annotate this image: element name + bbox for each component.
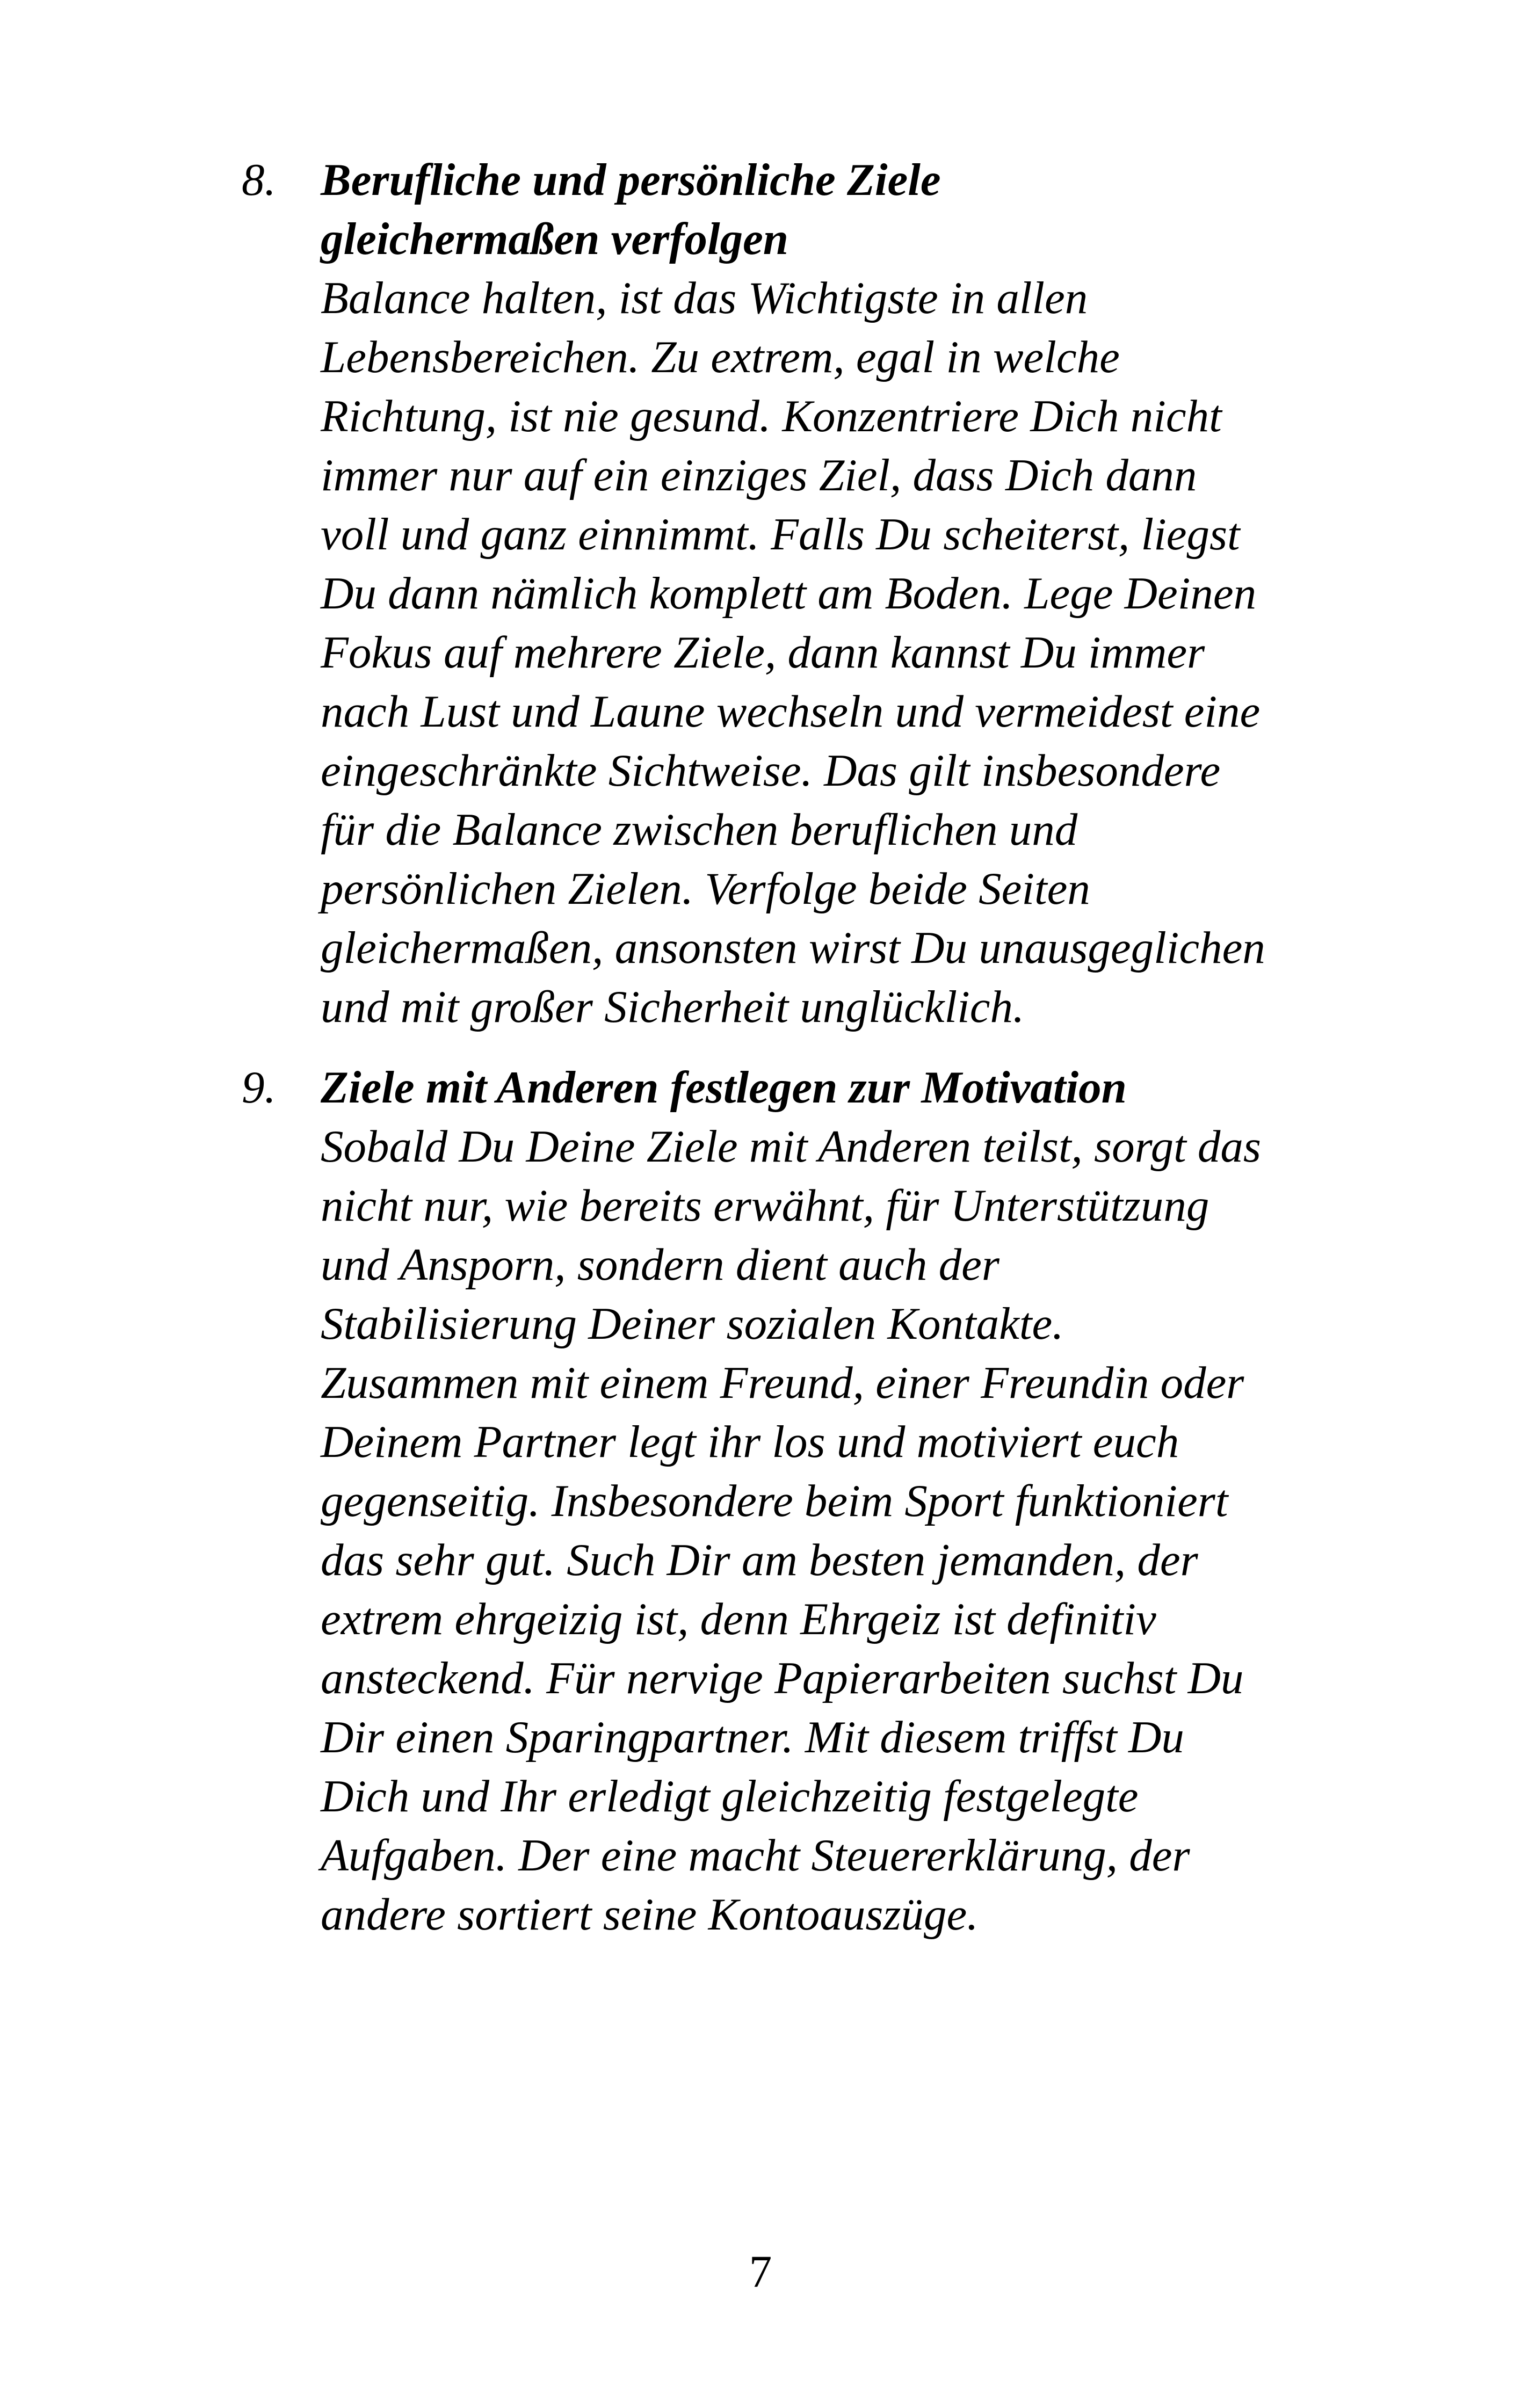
list-item-content [321, 150, 1337, 1036]
list-item-body: Balance halten, ist das Wichtigste in allen Lebensbereichen. Zu extrem, egal in welche Richtung, ist nie gesund. Konzentriere Dich nicht immer nur auf ein einziges Ziel, dass Dich dann voll und ganz einnimmt. Falls Du scheiterst, liegst Du dann nämlich komplett am Boden. Lege Deinen Fokus auf mehrere Ziele, dann kannst Du immer nach Lust und Laune wechseln und vermeidest eine eingeschränkte Sichtweise. Das gilt insbesondere für die Balance zwischen beruflichen und persönlichen Zielen. Verfolge beide Seiten gleichermaßen, ansonsten wirst Du unausgeglichen und mit großer Sicherheit unglücklich. [321, 273, 1265, 1032]
list-item [242, 150, 1337, 1036]
list-item-title: Berufliche und persönliche Ziele gleichermaßen verfolgen [321, 155, 941, 264]
list-item-number: 9. [242, 1062, 276, 1113]
list-item-content [321, 1058, 1337, 1944]
list-item-body: Sobald Du Deine Ziele mit Anderen teilst, sorgt das nicht nur, wie bereits erwähnt, für Unterstützung und Ansporn, sondern dient auch der Stabilisierung Deiner sozialen Kontakte. Zusammen mit einem Freund, einer Freundin oder Deinem Partner legt ihr los und motiviert euch gegenseitig. Insbesondere beim Sport funktioniert das sehr gut. Such Dir am besten jemanden, der extrem ehrgeizig ist, denn Ehrgeiz ist definitiv ansteckend. Für nervige Papierarbeiten suchst Du Dir einen Sparingpartner. Mit diesem triffst Du Dich und Ihr erledigt gleichzeitig festgelegte Aufgaben. Der eine macht Steuererklärung, der andere sortiert seine Kontoauszüge. [321, 1121, 1262, 1940]
page-number: 7 [749, 2246, 772, 2297]
list-item [242, 1058, 1337, 1944]
list-item-title: Ziele mit Anderen festlegen zur Motivation [321, 1062, 1127, 1113]
list-item-number: 8. [242, 155, 276, 205]
